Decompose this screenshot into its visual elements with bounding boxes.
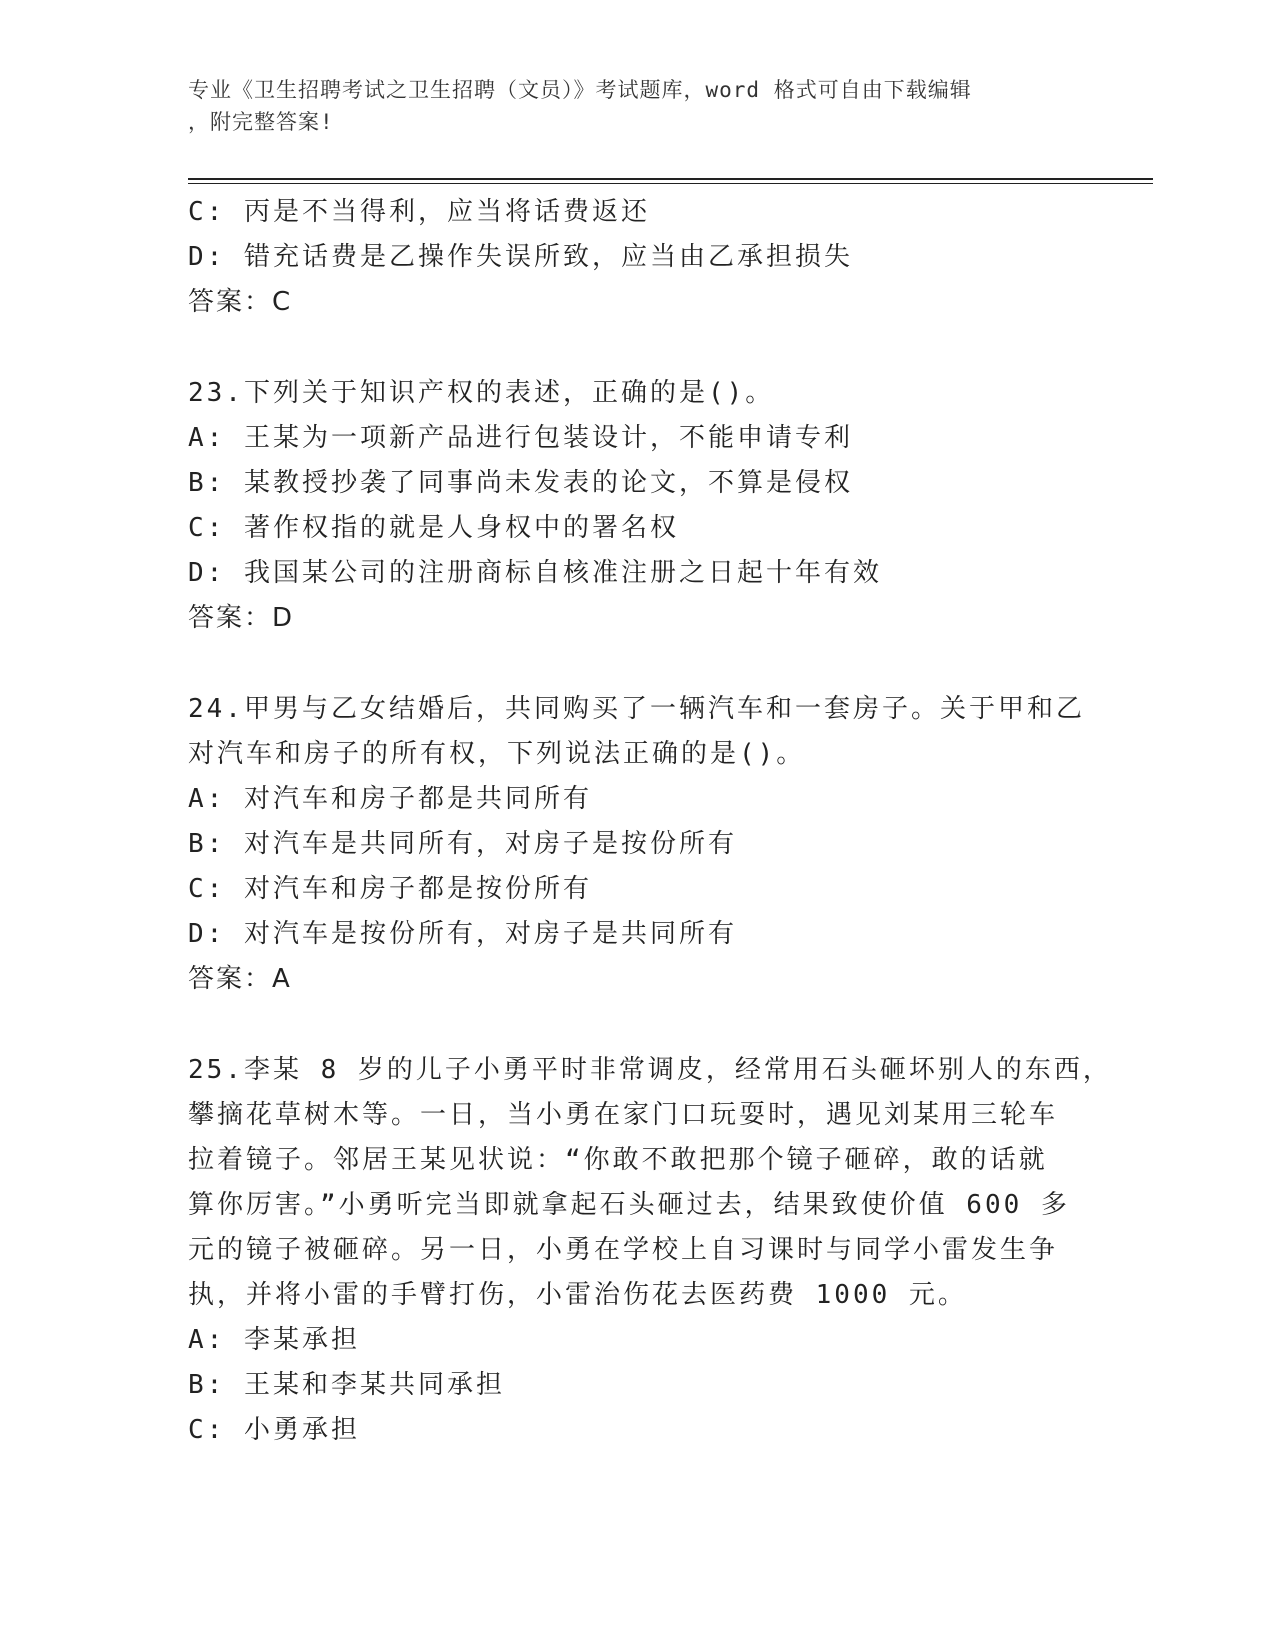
q24-answer: 答案：A bbox=[188, 964, 292, 994]
q23-stem: 23.下列关于知识产权的表述，正确的是()。 bbox=[188, 378, 775, 408]
question-23-block bbox=[188, 371, 1088, 641]
spacer bbox=[188, 641, 1088, 687]
header-divider-thin bbox=[188, 183, 1153, 184]
q24-option-a: A: 对汽车和房子都是共同所有 bbox=[188, 784, 592, 814]
q25-stem-line-4: 算你厉害。”小勇听完当即就拿起石头砸过去，结果致使价值 600 多 bbox=[188, 1190, 1070, 1220]
q22-answer: 答案：C bbox=[188, 287, 293, 317]
question-content bbox=[188, 190, 1112, 1453]
q23-answer: 答案：D bbox=[188, 603, 295, 633]
q22-option-c: C: 丙是不当得利，应当将话费返还 bbox=[188, 197, 650, 227]
q25-option-c: C: 小勇承担 bbox=[188, 1415, 360, 1445]
q24-option-b: B: 对汽车是共同所有，对房子是按份所有 bbox=[188, 829, 737, 859]
spacer bbox=[188, 1002, 1088, 1048]
q25-stem-line-2: 攀摘花草树木等。一日，当小勇在家门口玩耍时，遇见刘某用三轮车 bbox=[188, 1100, 1059, 1130]
q24-option-c: C: 对汽车和房子都是按份所有 bbox=[188, 874, 592, 904]
header-divider-thick bbox=[188, 178, 1153, 180]
question-24-block bbox=[188, 687, 1088, 1002]
spacer bbox=[188, 325, 1088, 371]
q24-option-d: D: 对汽车是按份所有，对房子是共同所有 bbox=[188, 919, 737, 949]
q23-option-a: A: 王某为一项新产品进行包装设计，不能申请专利 bbox=[188, 423, 853, 453]
q24-stem-line-2: 对汽车和房子的所有权，下列说法正确的是()。 bbox=[188, 739, 806, 769]
q25-option-b: B: 王某和李某共同承担 bbox=[188, 1370, 505, 1400]
q23-option-c: C: 著作权指的就是人身权中的署名权 bbox=[188, 513, 679, 543]
q25-stem-line-1: 25.李某 8 岁的儿子小勇平时非常调皮，经常用石头砸坏别人的东西， bbox=[188, 1055, 1112, 1085]
q23-option-d: D: 我国某公司的注册商标自核准注册之日起十年有效 bbox=[188, 558, 882, 588]
question-25-block bbox=[188, 1048, 1112, 1453]
document-header bbox=[188, 74, 1068, 138]
question-22-block bbox=[188, 190, 1088, 325]
q25-stem-line-3: 拉着镜子。邻居王某见状说：“你敢不敢把那个镜子砸碎，敢的话就 bbox=[188, 1145, 1048, 1175]
q25-stem-line-6: 执，并将小雷的手臂打伤，小雷治伤花去医药费 1000 元。 bbox=[188, 1280, 967, 1310]
q22-option-d: D: 错充话费是乙操作失误所致，应当由乙承担损失 bbox=[188, 242, 853, 272]
q25-option-a: A: 李某承担 bbox=[188, 1325, 360, 1355]
header-line-2: ，附完整答案! bbox=[188, 110, 334, 134]
header-line-1: 专业《卫生招聘考试之卫生招聘（文员）》考试题库，word 格式可自由下载编辑 bbox=[188, 78, 972, 102]
q24-stem-line-1: 24.甲男与乙女结婚后，共同购买了一辆汽车和一套房子。关于甲和乙 bbox=[188, 694, 1085, 724]
q23-option-b: B: 某教授抄袭了同事尚未发表的论文，不算是侵权 bbox=[188, 468, 853, 498]
q25-stem-line-5: 元的镜子被砸碎。另一日，小勇在学校上自习课时与同学小雷发生争 bbox=[188, 1235, 1059, 1265]
